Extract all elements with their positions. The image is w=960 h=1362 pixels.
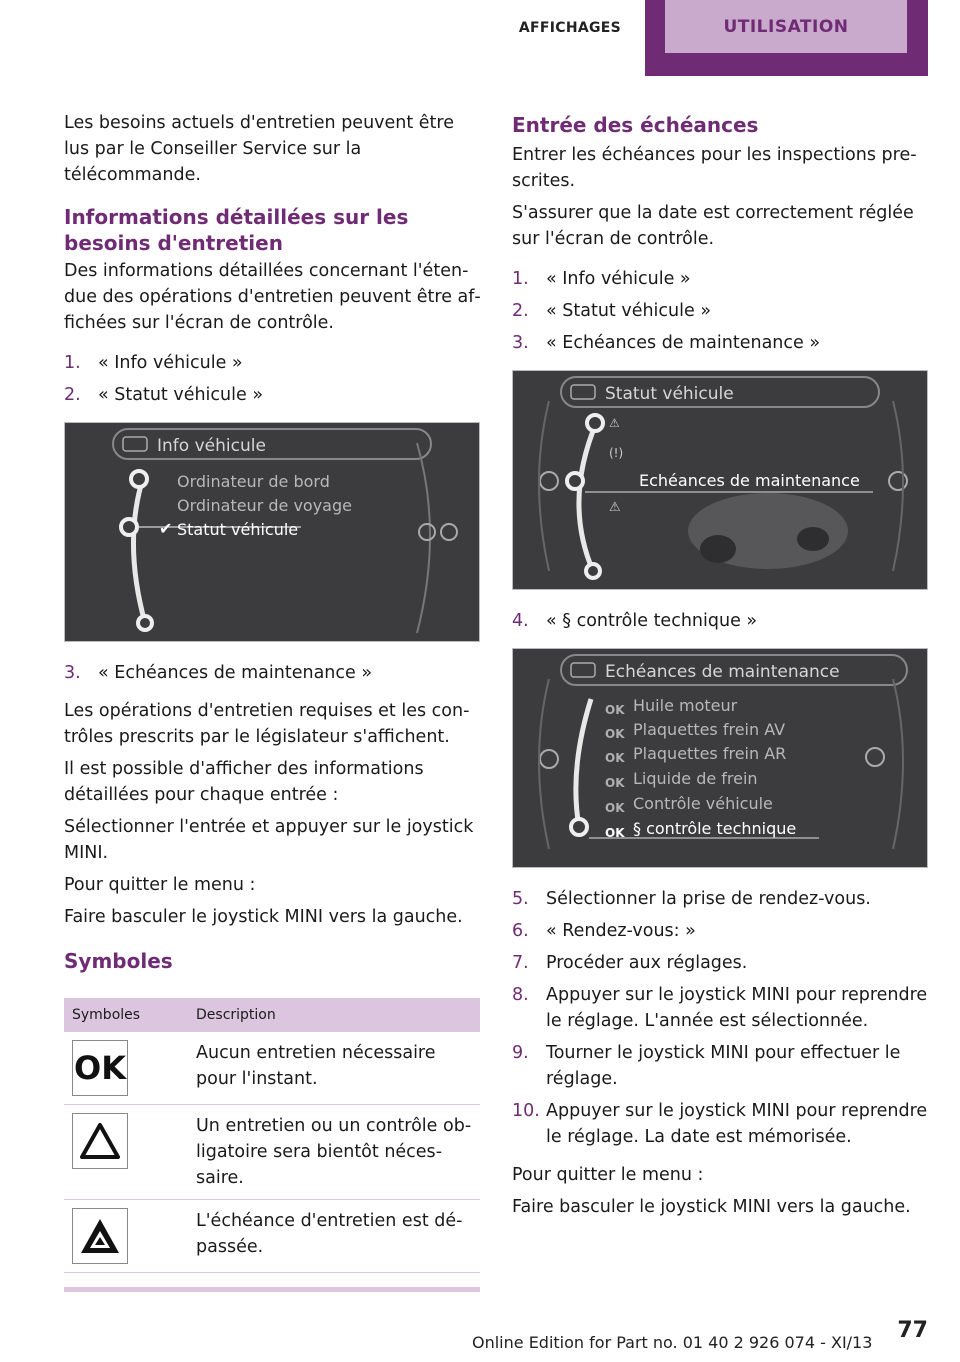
step-text: Procéder aux réglages. — [546, 953, 748, 973]
step-number: 3. — [64, 663, 81, 683]
step-number: 4. — [512, 611, 529, 631]
screen-info-vehicule — [64, 422, 480, 642]
heading-symboles: Symboles — [64, 949, 173, 973]
list-item — [64, 382, 482, 408]
screen-menu-item-selected: § contrôle technique — [633, 819, 797, 838]
step-text: « Statut véhicule » — [546, 301, 712, 321]
screen-menu-item: Huile moteur — [633, 696, 738, 715]
list-item — [64, 660, 482, 686]
paragraph: Pour quitter le menu : — [64, 875, 256, 895]
list-item — [512, 1098, 930, 1150]
steps-list — [512, 608, 930, 634]
list-item — [512, 982, 930, 1034]
step-text: « Statut véhicule » — [98, 385, 264, 405]
page-number: 77 — [897, 1318, 928, 1343]
list-item — [512, 918, 930, 944]
steps-list — [512, 266, 930, 356]
paragraph: Il est possible d'afficher des informations détaillées pour chaque entrée : — [64, 759, 424, 805]
triangle-filled-icon — [72, 1208, 128, 1264]
table-row — [64, 1200, 480, 1273]
step-number: 1. — [512, 269, 529, 289]
step-number: 7. — [512, 953, 529, 973]
screen-menu-item-selected: Statut véhicule — [177, 520, 299, 539]
screen-menu-item: Plaquettes frein AR — [633, 744, 787, 763]
ok-icon: OK — [605, 776, 625, 790]
step-number: 1. — [64, 353, 81, 373]
step-text: Appuyer sur le joystick MINI pour reprendre le réglage. La date est mémorisée. — [546, 1101, 928, 1147]
screen-title: Statut véhicule — [605, 384, 734, 404]
list-item — [512, 608, 930, 634]
list-item — [512, 1040, 930, 1092]
paragraph: Faire basculer le joystick MINI vers la gauche. — [512, 1197, 911, 1217]
table-header-row — [64, 998, 480, 1032]
ok-icon — [72, 1040, 128, 1096]
step-number: 6. — [512, 921, 529, 941]
step-number: 2. — [512, 301, 529, 321]
header-tab-utilisation[interactable]: UTILISATION — [665, 0, 907, 53]
table-end-rule — [64, 1287, 480, 1292]
triangle-outline-icon — [72, 1113, 128, 1169]
list-item — [512, 950, 930, 976]
table-cell-description: L'échéance d'entretien est dépassée. — [188, 1200, 480, 1273]
screen-menu-item: Ordinateur de voyage — [177, 496, 352, 515]
list-item — [512, 298, 930, 324]
screen-title: Echéances de maintenance — [605, 662, 840, 682]
svg-text:⚠: ⚠ — [609, 416, 620, 430]
steps-list — [64, 350, 482, 408]
table-header: Description — [188, 998, 480, 1032]
screen-menu-item: Plaquettes frein AV — [633, 720, 786, 739]
paragraph: Faire basculer le joystick MINI vers la gauche. — [64, 907, 463, 927]
screen-menu-item: Contrôle véhicule — [633, 794, 773, 813]
left-column — [64, 110, 482, 1292]
step-number: 2. — [64, 385, 81, 405]
list-item — [512, 886, 930, 912]
ok-symbol: OK — [74, 1049, 126, 1087]
table-header: Symboles — [64, 998, 188, 1032]
check-icon: ✔ — [159, 519, 173, 538]
table-cell-description: Aucun entretien nécessaire pour l'instant. — [188, 1032, 480, 1105]
step-text: « Info véhicule » — [98, 353, 243, 373]
step-number: 9. — [512, 1043, 529, 1063]
steps-list — [512, 886, 930, 1150]
footer-edition: Online Edition for Part no. 01 40 2 926 074 - XI/13 — [472, 1333, 873, 1352]
paragraph: Entrer les échéances pour les inspections prescrites. — [512, 145, 917, 191]
ok-icon: OK — [605, 826, 625, 840]
list-item — [512, 266, 930, 292]
screen-title: Info véhicule — [157, 436, 266, 456]
list-item — [64, 350, 482, 376]
steps-list — [64, 660, 482, 686]
screen-menu-item: Liquide de frein — [633, 769, 758, 788]
table-row — [64, 1032, 480, 1105]
svg-text:⚠: ⚠ — [609, 500, 621, 515]
screen-menu-item: Ordinateur de bord — [177, 472, 330, 491]
step-text: « § contrôle technique » — [546, 611, 758, 631]
list-item — [512, 330, 930, 356]
step-number: 3. — [512, 333, 529, 353]
paragraph: Des informations détaillées concernant l'étendue des opérations d'entretien peuvent être affichées sur l'écran de contrôle. — [64, 261, 481, 333]
step-text: « Rendez-vous: » — [546, 921, 696, 941]
paragraph: S'assurer que la date est correctement réglée sur l'écran de contrôle. — [512, 203, 914, 249]
ok-icon: OK — [605, 727, 625, 741]
ok-icon: OK — [605, 801, 625, 815]
step-number: 8. — [512, 985, 529, 1005]
step-text: Appuyer sur le joystick MINI pour reprendre le réglage. L'année est sélectionnée. — [546, 985, 928, 1031]
step-number: 5. — [512, 889, 529, 909]
svg-text:(!): (!) — [609, 446, 624, 460]
step-number: 10. — [512, 1101, 540, 1121]
heading-entree-echeances: Entrée des échéances — [512, 113, 759, 137]
screen-statut-vehicule — [512, 370, 928, 590]
ok-icon: OK — [605, 703, 625, 717]
table-row — [64, 1105, 480, 1200]
table-cell-description: Un entretien ou un contrôle obligatoire sera bientôt nécessaire. — [188, 1105, 480, 1200]
step-text: Sélectionner la prise de rendez-vous. — [546, 889, 871, 909]
intro-paragraph: Les besoins actuels d'entretien peuvent être lus par le Conseiller Service sur la télécommande. — [64, 113, 454, 185]
paragraph: Pour quitter le menu : — [512, 1165, 704, 1185]
step-text: « Echéances de maintenance » — [546, 333, 821, 353]
step-text: Tourner le joystick MINI pour effectuer le réglage. — [546, 1043, 901, 1089]
paragraph: Les opérations d'entretien requises et les contrôles prescrits par le législateur s'affichent. — [64, 701, 470, 747]
heading-detailed-info: Informations détaillées sur les besoins d'entretien — [64, 205, 409, 255]
screen-menu-item-selected: Echéances de maintenance — [639, 471, 860, 490]
header-tab-affichages[interactable]: AFFICHAGES — [518, 20, 622, 36]
step-text: « Echéances de maintenance » — [98, 663, 373, 683]
paragraph: Sélectionner l'entrée et appuyer sur le joystick MINI. — [64, 817, 474, 863]
ok-icon: OK — [605, 751, 625, 765]
screen-echeances-maintenance — [512, 648, 928, 868]
step-text: « Info véhicule » — [546, 269, 691, 289]
symbols-table — [64, 998, 480, 1273]
right-column — [512, 110, 930, 1226]
